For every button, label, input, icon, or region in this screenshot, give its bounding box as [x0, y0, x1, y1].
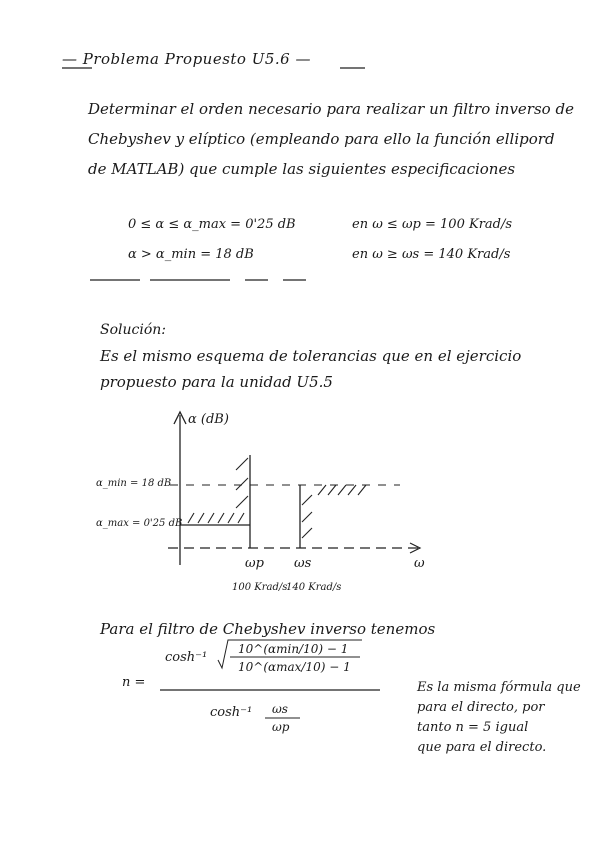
- statement-line-3: de MATLAB) que cumple las siguientes especificaciones: [88, 160, 516, 178]
- spec-condition-2: α > α_min = 18 dB: [128, 247, 254, 262]
- solution-line-2: propuesto para la unidad U5.5: [100, 373, 333, 391]
- wp-label: ωp: [245, 556, 264, 571]
- formula-num-bottom: 10^(αmax/10) − 1: [238, 660, 351, 674]
- wp-value: 100 Krad/s: [232, 582, 288, 593]
- statement-line-1: Determinar el orden necesario para realizar un filtro inverso de: [88, 100, 574, 118]
- side-note-line-4: que para el directo.: [417, 740, 547, 755]
- spec-condition-1: 0 ≤ α ≤ α_max = 0'25 dB: [128, 217, 296, 232]
- side-note-line-3: tanto n = 5 igual: [417, 720, 529, 735]
- solution-label: Solución:: [100, 322, 166, 338]
- alpha-max-label: α_max = 0'25 dB: [96, 518, 183, 529]
- side-note-line-2: para el directo, por: [417, 700, 545, 715]
- stopband-hatch: [302, 485, 366, 538]
- formula-lhs: n =: [122, 675, 146, 690]
- page-title: — Problema Propuesto U5.6 —: [62, 50, 311, 68]
- x-axis-label: ω: [414, 556, 425, 571]
- statement-line-2: Chebyshev y elíptico (empleando para ello la función ellipord: [88, 130, 555, 148]
- formula-den-bottom: ωp: [272, 720, 290, 734]
- side-note-line-1: Es la misma fórmula que: [417, 680, 581, 695]
- alpha-min-label: α_min = 18 dB: [96, 478, 172, 489]
- y-axis-label: α (dB): [188, 412, 229, 427]
- ws-value: 140 Krad/s: [286, 582, 342, 593]
- passband-hatch: [188, 458, 248, 523]
- formula-num-top: 10^(αmin/10) − 1: [238, 642, 349, 656]
- formula-den-top: ωs: [272, 702, 288, 716]
- formula-intro: Para el filtro de Chebyshev inverso tenemos: [100, 620, 436, 638]
- ws-label: ωs: [294, 556, 312, 571]
- formula-numerator-func: cosh⁻¹: [165, 650, 208, 665]
- spec-range-1: en ω ≤ ωp = 100 Krad/s: [352, 217, 513, 232]
- solution-line-1: Es el mismo esquema de tolerancias que en el ejercicio: [100, 347, 522, 365]
- formula-denominator-func: cosh⁻¹: [210, 705, 253, 720]
- spec-range-2: en ω ≥ ωs = 140 Krad/s: [352, 247, 511, 262]
